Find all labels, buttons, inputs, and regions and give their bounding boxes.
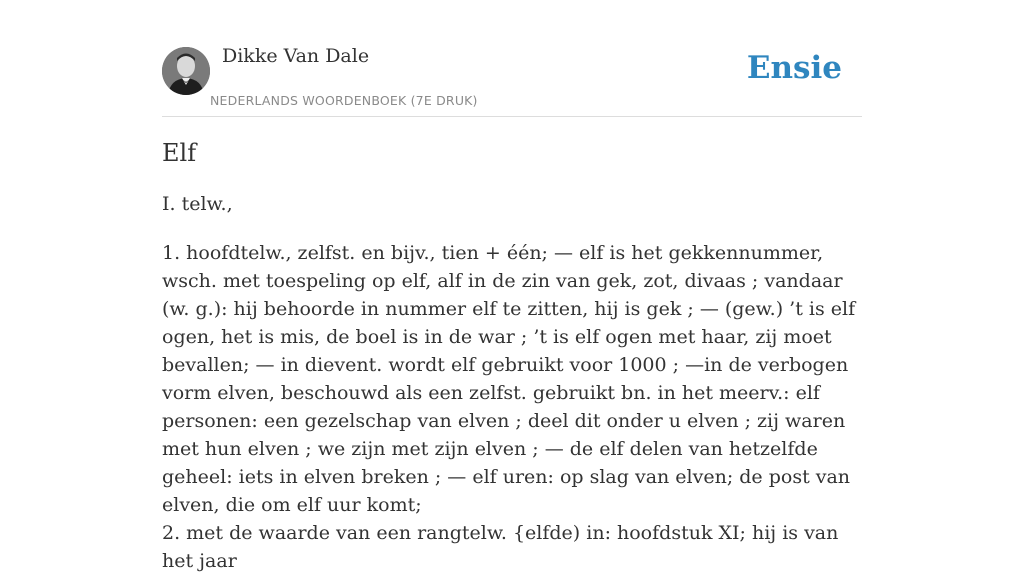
author-avatar[interactable] [162, 47, 210, 95]
definition-2: 2. met de waarde van een rangtelw. {elfde) in: hoofdstuk XI; hij is van het jaar [162, 522, 839, 572]
page-container [162, 0, 862, 572]
source-title[interactable]: NEDERLANDS WOORDENBOEK (7E DRUK) [210, 93, 478, 108]
entry-body [162, 239, 862, 575]
portrait-icon [162, 47, 210, 95]
entry-part-of-speech: I. telw., [162, 193, 233, 215]
definition-1: 1. hoofdtelw., zelfst. en bijv., tien + één; — elf is het gekkennummer, wsch. met toespeling op elf, alf in de zin van gek, zot, divaas ; vandaar (w. g.): hij behoorde in nummer elf te zitten, hij is gek ; — (gew.) ’t is elf ogen, het is mis, de boel is in de war ; ’t is elf ogen met haar, zij moet bevallen; — in dievent. wordt elf gebruikt voor 1000 ; —in de verbogen vorm elven, beschouwd als een zelfst. gebruikt bn. in het meerv.: elf personen: een gezelschap van elven ; deel dit onder u elven ; zij waren met hun elven ; we zijn met zijn elven ; — de elf delen van hetzelfde geheel: iets in elven breken ; — elf uren: op slag van elven; de post van elven, die om elf uur komt; [162, 242, 856, 516]
entry-headword: Elf [162, 139, 197, 167]
entry-header [162, 0, 862, 117]
author-name[interactable]: Dikke Van Dale [222, 45, 370, 67]
site-logo[interactable]: Ensie [746, 50, 842, 86]
